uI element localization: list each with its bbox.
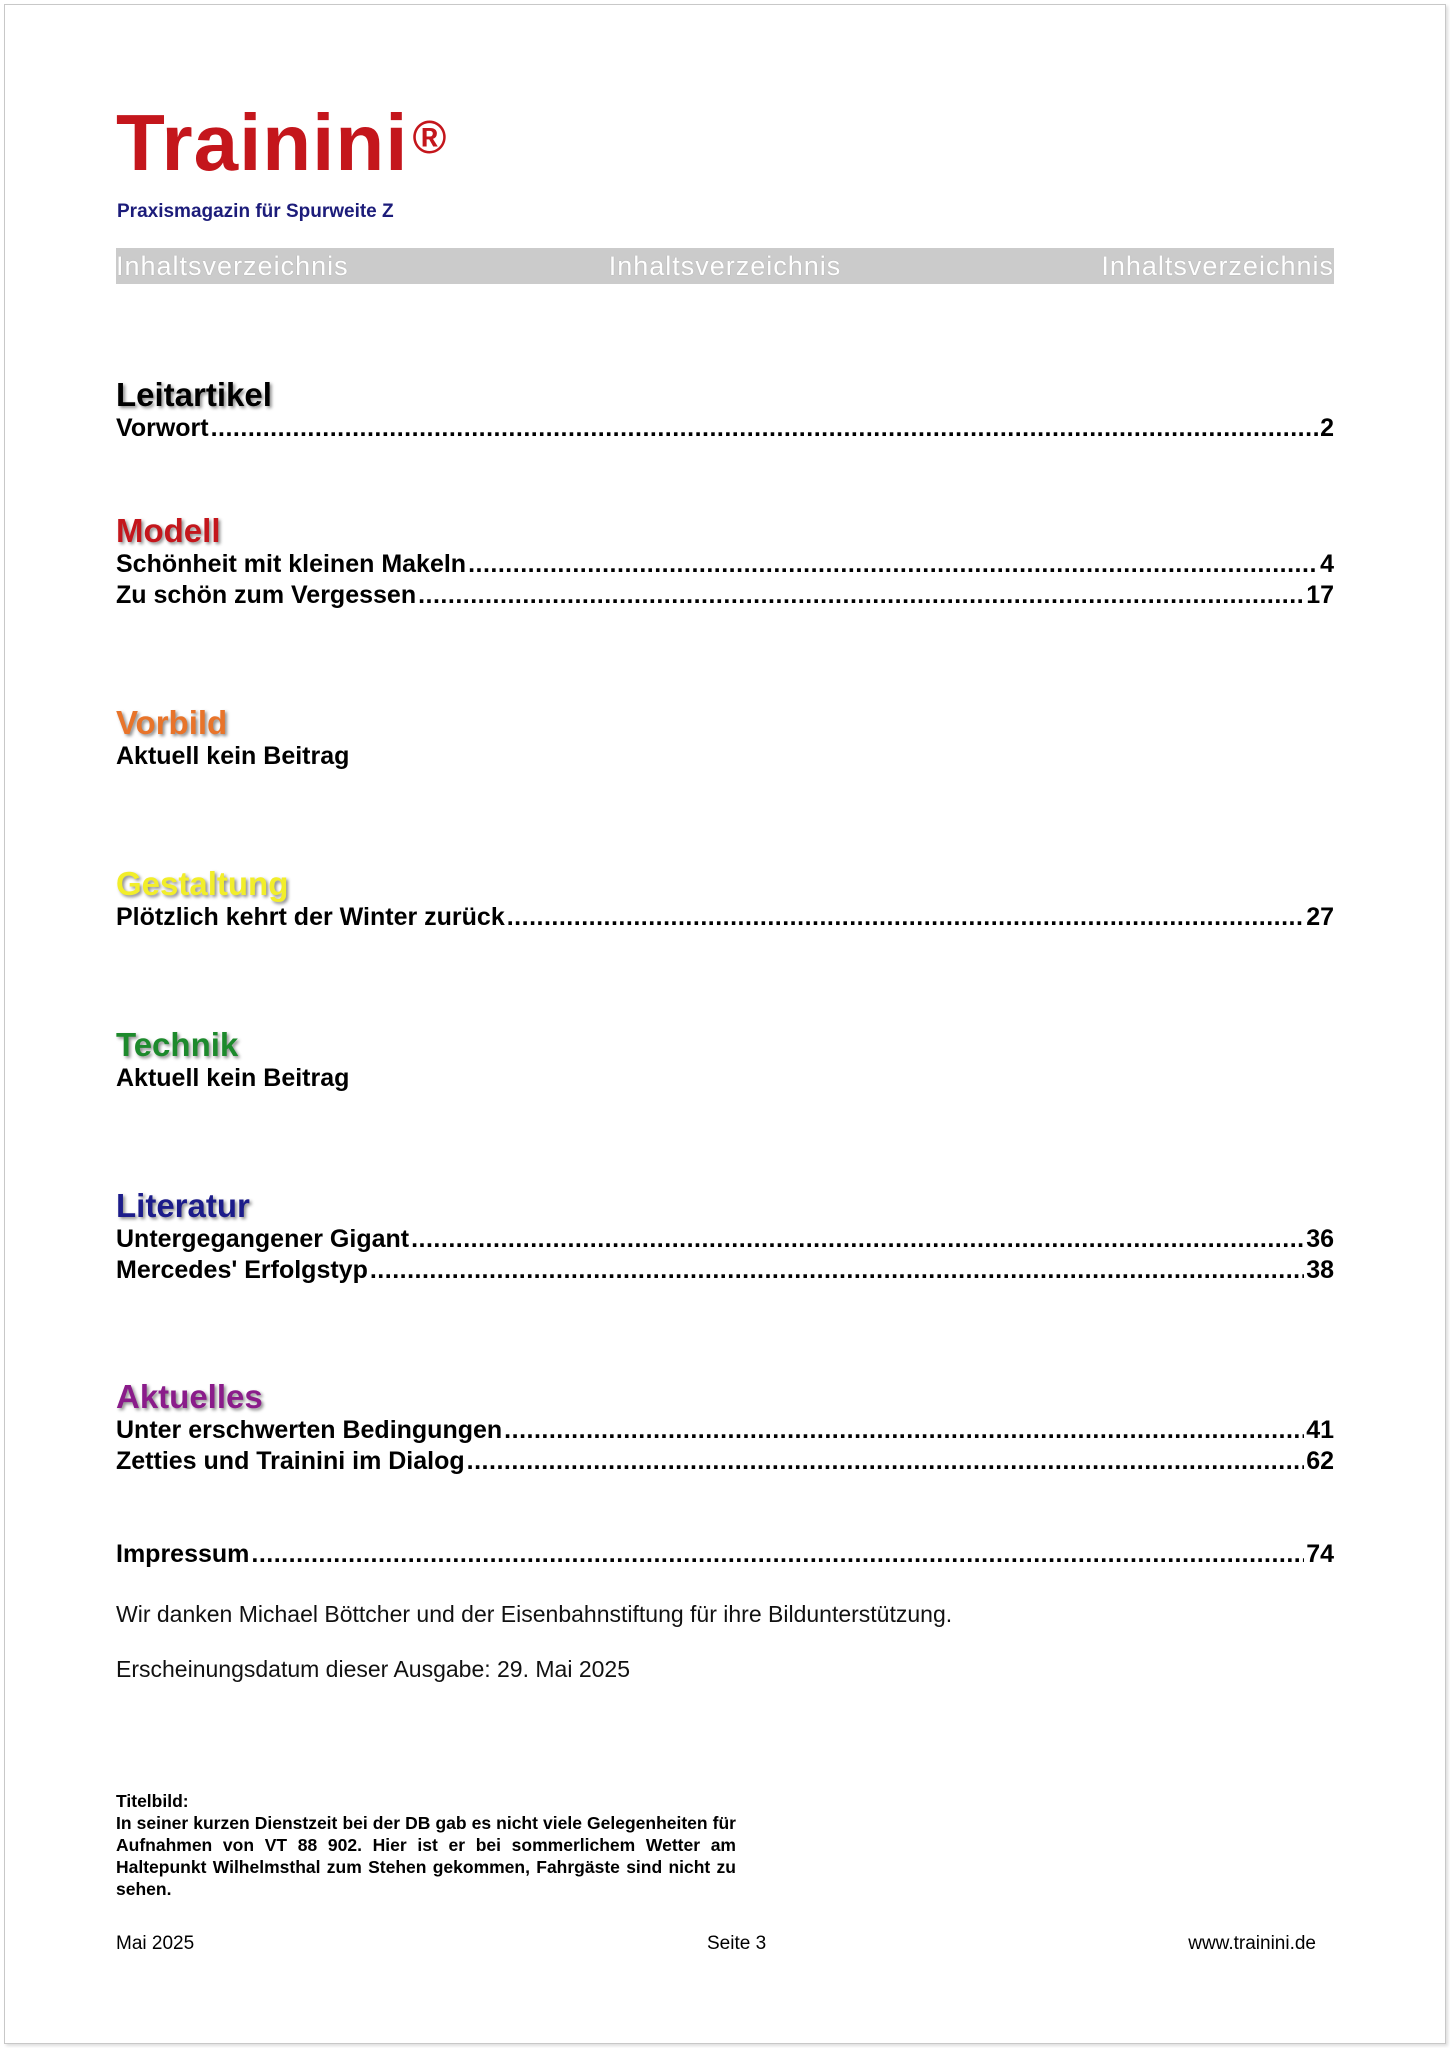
- section-literatur: [116, 1188, 1334, 1286]
- leader-dots: [467, 1446, 1305, 1477]
- section-heading: Literatur: [116, 1187, 250, 1224]
- registered-mark: ®: [412, 111, 448, 163]
- toc-entry[interactable]: [116, 1446, 1334, 1477]
- toc-entry-title: Vorwort: [116, 414, 209, 442]
- toc-entry-title: Zu schön zum Vergessen: [116, 581, 417, 609]
- toc-entry-title: Untergegangener Gigant: [116, 1225, 410, 1253]
- section-heading: Aktuelles: [116, 1378, 263, 1415]
- section-gestaltung: [116, 866, 1334, 933]
- toc-entry-page: 62: [1306, 1447, 1334, 1475]
- toc-entry-page: 2: [1320, 414, 1334, 442]
- toc-entry-page: 74: [1306, 1540, 1334, 1568]
- toc-entry-page: 17: [1306, 581, 1334, 609]
- toc-entry[interactable]: [116, 580, 1334, 611]
- section-vorbild: [116, 705, 1334, 772]
- document-page: [4, 4, 1446, 2044]
- toc-entry-page: 38: [1306, 1256, 1334, 1284]
- toc-entry[interactable]: [116, 549, 1334, 580]
- toc-entry[interactable]: [116, 1224, 1334, 1255]
- masthead: [116, 98, 448, 223]
- no-article-note: Aktuell kein Beitrag: [116, 742, 350, 770]
- section-technik: [116, 1027, 1334, 1094]
- banner-text-right: Inhaltsverzeichnis: [1101, 250, 1334, 281]
- footer-website-link[interactable]: www.trainini.de: [1188, 1933, 1316, 1954]
- toc-entry-title: Zetties und Trainini im Dialog: [116, 1447, 465, 1475]
- toc-entry[interactable]: [116, 413, 1334, 444]
- section-heading: Technik: [116, 1026, 239, 1063]
- footer-issue: Mai 2025: [116, 1933, 195, 1954]
- leader-dots: [211, 413, 1319, 444]
- toc-entry-page: 27: [1306, 903, 1334, 931]
- toc-entry-title: Unter erschwerten Bedingungen: [116, 1416, 503, 1444]
- toc-entry-title: Mercedes' Erfolgstyp: [116, 1256, 368, 1284]
- banner-text-left: Inhaltsverzeichnis: [116, 250, 349, 281]
- section-heading: Leitartikel: [116, 376, 272, 413]
- caption-label: Titelbild:: [116, 1791, 189, 1811]
- section-leitartikel: [116, 377, 1334, 444]
- section-heading: Modell: [116, 512, 221, 549]
- cover-caption: [116, 1790, 736, 1900]
- leader-dots: [251, 1539, 1304, 1570]
- no-article-note: Aktuell kein Beitrag: [116, 1064, 350, 1092]
- leader-dots: [418, 580, 1304, 611]
- leader-dots: [468, 549, 1318, 580]
- brand-logo: Trainini®: [116, 98, 448, 187]
- leader-dots: [504, 1415, 1304, 1446]
- toc-entry-page: 36: [1306, 1225, 1334, 1253]
- toc-entry[interactable]: [116, 1539, 1334, 1570]
- section-impressum: [116, 1539, 1334, 1570]
- section-heading: Gestaltung: [116, 865, 289, 902]
- leader-dots: [370, 1255, 1304, 1286]
- caption-text: In seiner kurzen Dienstzeit bei der DB gab es nicht viele Gelegenheiten für Aufnahmen von VT 88 902. Hier ist er bei sommerlichem Wetter am Haltepunkt Wilhelmsthal zum Stehen gekommen, Fahrgäste sind nicht zu sehen.: [116, 1813, 736, 1899]
- toc-entry-title: Plötzlich kehrt der Winter zurück: [116, 903, 505, 931]
- leader-dots: [411, 1224, 1304, 1255]
- section-heading: Vorbild: [116, 704, 228, 741]
- banner-text-center: Inhaltsverzeichnis: [608, 250, 842, 281]
- toc-entry[interactable]: [116, 1255, 1334, 1286]
- toc-entry[interactable]: [116, 1415, 1334, 1446]
- publication-date: Erscheinungsdatum dieser Ausgabe: 29. Mai 2025: [116, 1656, 630, 1682]
- brand-subtitle: Praxismagazin für Spurweite Z: [117, 201, 394, 222]
- footer-page-number: Seite 3: [707, 1933, 767, 1954]
- contents-banner: [116, 248, 1334, 284]
- thanks-note: Wir danken Michael Böttcher und der Eisenbahnstiftung für ihre Bildunterstützung.: [116, 1601, 953, 1627]
- toc-entry-title: Schönheit mit kleinen Makeln: [116, 550, 467, 578]
- section-modell: [116, 513, 1334, 611]
- toc-entry-page: 41: [1306, 1416, 1334, 1444]
- section-aktuelles: [116, 1379, 1334, 1477]
- leader-dots: [507, 902, 1304, 933]
- toc-entry[interactable]: [116, 902, 1334, 933]
- toc-entry-title: Impressum: [116, 1540, 250, 1568]
- toc-entry-page: 4: [1320, 550, 1334, 578]
